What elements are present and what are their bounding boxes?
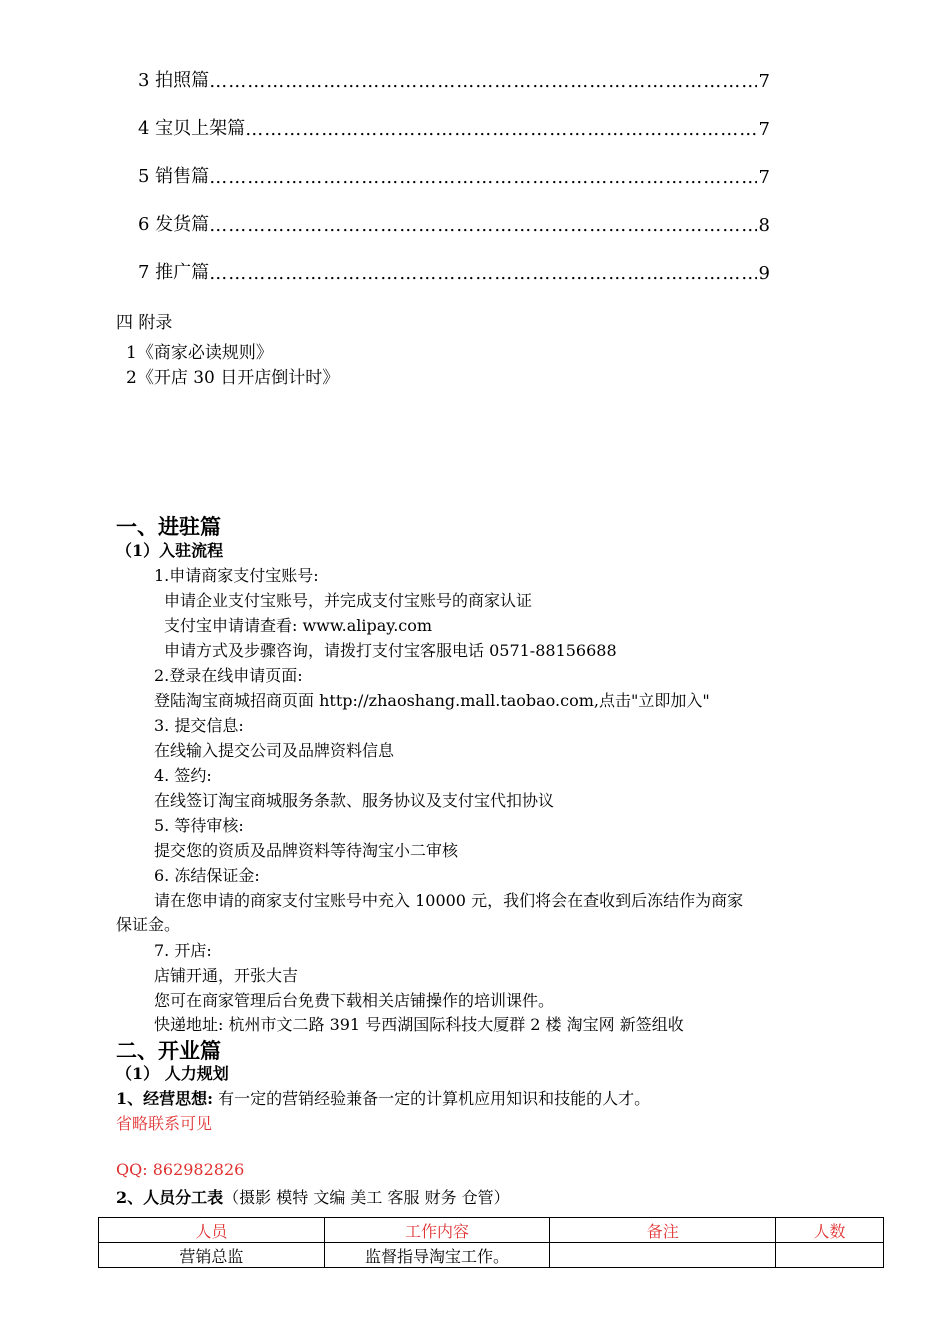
paragraph-line: 您可在商家管理后台免费下载相关店铺操作的培训课件。: [154, 991, 555, 1010]
toc-page-number: 7: [758, 167, 770, 188]
table-row: [99, 1243, 884, 1268]
toc-entry[interactable]: [138, 210, 770, 236]
toc-page-number: 7: [758, 71, 770, 92]
toc-leader: [209, 167, 756, 188]
step-heading: 1.申请商家支付宝账号:: [154, 566, 319, 585]
paragraph-line: 申请方式及步骤咨询，请拨打支付宝客服电话 0571-88156688: [164, 641, 617, 660]
toc-label: 3 拍照篇: [138, 70, 210, 91]
column-header: 备注: [550, 1218, 776, 1243]
section-subtitle: （1） 人力规划: [116, 1064, 229, 1083]
toc-leader: [209, 71, 756, 92]
toc-entry[interactable]: [138, 66, 770, 92]
column-header: 工作内容: [324, 1218, 550, 1243]
step-heading: 4. 签约:: [154, 766, 212, 785]
business-idea-text: 有一定的营销经验兼备一定的计算机应用知识和技能的人才。: [213, 1089, 651, 1108]
staff-label: 2、人员分工表: [116, 1188, 224, 1207]
column-header: 人员: [99, 1218, 325, 1243]
column-header: 人数: [776, 1218, 884, 1243]
paragraph-line: 保证金。: [116, 915, 181, 934]
step-heading: 2.登录在线申请页面:: [154, 666, 303, 685]
toc-leader: [209, 263, 756, 284]
toc-page-number: 7: [758, 119, 770, 140]
paragraph-line: 请在您申请的商家支付宝账号中充入 10000 元，我们将会在查收到后冻结作为商家: [154, 891, 744, 910]
appendix-title: 四 附录: [116, 313, 173, 333]
toc-page-number: 9: [758, 263, 770, 284]
table-cell: 监督指导淘宝工作。: [324, 1243, 550, 1268]
toc-label: 5 销售篇: [138, 166, 210, 187]
omit-note: 省略联系可见: [116, 1114, 213, 1133]
business-idea-label: 1、经营思想:: [116, 1089, 214, 1108]
paragraph-line: 登陆淘宝商城招商页面 http://zhaoshang.mall.taobao.com,点击"立即加入": [154, 691, 710, 710]
toc-leader: [209, 215, 756, 236]
toc-page-number: 8: [758, 215, 770, 236]
toc-entry[interactable]: [138, 258, 770, 284]
paragraph-line: 在线输入提交公司及品牌资料信息: [154, 741, 395, 760]
staff-roles: （摄影 模特 文编 美工 客服 财务 仓管）: [223, 1188, 510, 1207]
toc-label: 7 推广篇: [138, 262, 210, 283]
paragraph-line: 申请企业支付宝账号，并完成支付宝账号的商家认证: [164, 591, 533, 610]
step-heading: 3. 提交信息:: [154, 716, 244, 735]
appendix-item: 2《开店 30 日开店倒计时》: [126, 368, 340, 388]
table-cell: [550, 1243, 776, 1268]
table-header-row: [99, 1218, 884, 1243]
paragraph-line: 提交您的资质及品牌资料等待淘宝小二审核: [154, 841, 459, 860]
toc-entry[interactable]: [138, 162, 770, 188]
section-subtitle: （1）入驻流程: [116, 541, 224, 560]
staff-heading: [116, 1185, 510, 1208]
toc-leader: [245, 119, 756, 140]
paragraph-line: 店铺开通，开张大吉: [154, 966, 299, 985]
step-heading: 6. 冻结保证金:: [154, 866, 260, 885]
table-cell: [776, 1243, 884, 1268]
paragraph-line: 支付宝申请请查看: www.alipay.com: [164, 616, 433, 635]
toc-label: 4 宝贝上架篇: [138, 118, 246, 139]
staff-table: [98, 1217, 884, 1268]
appendix-item: 1《商家必读规则》: [126, 343, 273, 363]
section-title: 一、进驻篇: [116, 514, 221, 539]
section-title: 二、开业篇: [116, 1038, 221, 1063]
step-heading: 5. 等待审核:: [154, 816, 244, 835]
toc-entry[interactable]: [138, 114, 770, 140]
paragraph-line: 快递地址: 杭州市文二路 391 号西湖国际科技大厦群 2 楼 淘宝网 新签组收: [154, 1015, 684, 1034]
business-idea: [116, 1086, 650, 1109]
step-heading: 7. 开店:: [154, 941, 212, 960]
toc-label: 6 发货篇: [138, 214, 210, 235]
paragraph-line: 在线签订淘宝商城服务条款、服务协议及支付宝代扣协议: [154, 791, 555, 810]
table-cell: 营销总监: [99, 1243, 325, 1268]
qq-contact: QQ: 862982826: [116, 1160, 245, 1179]
